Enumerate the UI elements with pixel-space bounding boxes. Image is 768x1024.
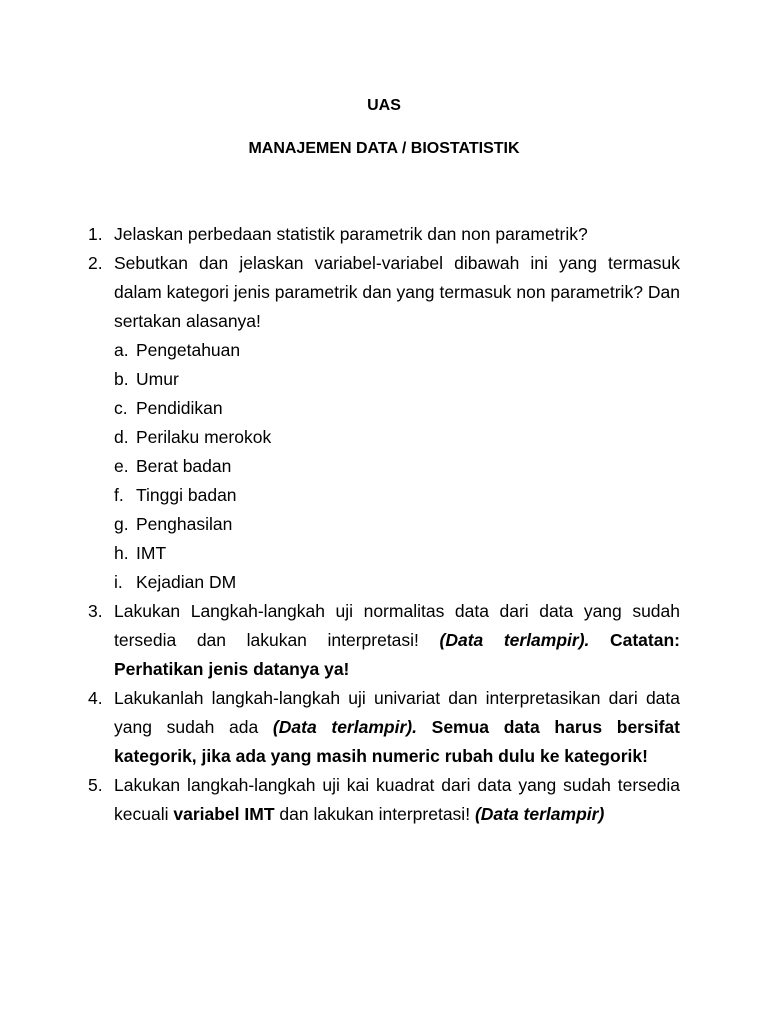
item-label: Tinggi badan [136, 485, 237, 505]
question-number: 1. [88, 224, 103, 244]
question-number: 5. [88, 775, 103, 795]
item-label: Pendidikan [136, 398, 223, 418]
attachment-note: (Data terlampir). [439, 630, 590, 650]
item-label: IMT [136, 543, 167, 563]
question-number: 3. [88, 601, 103, 621]
question-5 [88, 771, 680, 829]
list-item [114, 336, 680, 365]
item-letter: b. [114, 369, 129, 389]
variable-list [114, 336, 680, 597]
item-letter: g. [114, 514, 129, 534]
question-note: Semua data harus bersifat kategorik, jika ada yang masih numeric rubah dulu ke kategorik! [114, 717, 680, 766]
document-title: UAS [367, 97, 401, 114]
list-item [114, 365, 680, 394]
list-item [114, 481, 680, 510]
question-text: Lakukanlah langkah-langkah uji univariat dan interpretasikan dari data yang sudah ada [114, 688, 680, 737]
list-item [114, 394, 680, 423]
item-letter: c. [114, 398, 128, 418]
question-text-continued: dan lakukan interpretasi! [279, 804, 471, 824]
question-text: Lakukan langkah-langkah uji kai kuadrat dari data yang sudah tersedia kecuali [114, 775, 680, 824]
item-letter: h. [114, 543, 129, 563]
item-letter: i. [114, 572, 123, 592]
attachment-note: (Data terlampir). [272, 717, 417, 737]
list-item [114, 510, 680, 539]
item-label: Kejadian DM [136, 572, 237, 592]
question-number: 4. [88, 688, 103, 708]
item-letter: a. [114, 340, 129, 360]
question-4 [88, 684, 680, 771]
item-letter: f. [114, 485, 124, 505]
question-note: Catatan: Perhatikan jenis datanya ya! [114, 630, 680, 679]
item-label: Penghasilan [136, 514, 233, 534]
item-label: Pengetahuan [136, 340, 241, 360]
list-item [114, 568, 680, 597]
question-2 [88, 249, 680, 597]
emphasized-variable: variabel IMT [173, 804, 275, 824]
list-item [114, 452, 680, 481]
document-subtitle: MANAJEMEN DATA / BIOSTATISTIK [248, 140, 520, 157]
item-label: Umur [136, 369, 179, 389]
question-number: 2. [88, 253, 103, 273]
item-label: Berat badan [136, 456, 232, 476]
attachment-note: (Data terlampir) [474, 804, 605, 824]
question-text: Lakukan Langkah-langkah uji normalitas data dari data yang sudah tersedia dan lakukan interpretasi! [114, 601, 680, 650]
question-1 [88, 220, 680, 249]
item-letter: d. [114, 427, 129, 447]
item-label: Perilaku merokok [136, 427, 272, 447]
question-3 [88, 597, 680, 684]
list-item [114, 539, 680, 568]
question-list [88, 220, 680, 829]
question-text: Jelaskan perbedaan statistik parametrik dan non parametrik? [114, 224, 588, 244]
list-item [114, 423, 680, 452]
item-letter: e. [114, 456, 129, 476]
question-text: Sebutkan dan jelaskan variabel-variabel dibawah ini yang termasuk dalam kategori jenis parametrik dan yang termasuk non parametrik? Dan sertakan alasanya! [114, 253, 680, 331]
